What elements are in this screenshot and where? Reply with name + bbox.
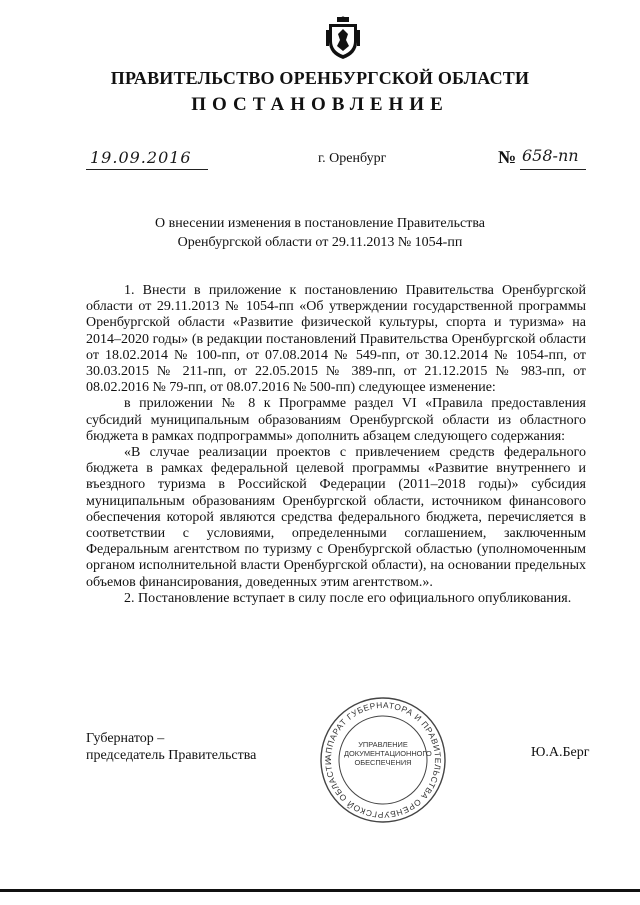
coat-of-arms-icon (326, 16, 360, 60)
body-paragraph: 1. Внести в приложение к постановлению Правительства Оренбургской области от 29.11.2013 № 1054-пп «Об утверждении государственной программы Оренбургской области «Развитие физической культуры, спорта и туризма» на 2014–2020 годы» (в редакции постановлений Правительства Оренбургской области от 18.02.2014 № 100-пп, от 07.08.2014 № 549-пп, от 30.12.2014 № 1054-пп, от 30.03.2015 № 211-пп, от 22.05.2015 № 389-пп, от 21.12.2015 № 983-пп, от 08.02.2016 № 79-пп, от 08.07.2016 № 500-пп) следующее изменение: (86, 283, 586, 396)
body-paragraph: 2. Постановление вступает в силу после его официального опубликования. (124, 590, 572, 606)
bottom-border-rule (0, 889, 640, 892)
body-paragraph: «В случае реализации проектов с привлечением средств федерального бюджета в рамках федеральной целевой программы «Развитие внутреннего и въездного туризма в Российской Федерации (2011–2018 годы)» субсидия муниципальным образованиям Оренбургской области, источником финансового обеспечения которой являются средства федерального бюджета, перечисляется в соответствии с условиями, определенными соглашением, заключенным Федеральным агентством по туризму с Оренбургской областью (уполномоченным органом исполнительной власти Оренбургской области), на основании предельных объемов финансирования, доведенных этим агентством.». (86, 445, 586, 590)
number-label: № (498, 147, 517, 167)
stamp-line-1: УПРАВЛЕНИЕ (358, 740, 408, 749)
document-subject (110, 214, 530, 252)
signatory-title (86, 730, 256, 764)
stamp-center-text (344, 740, 432, 767)
document-date: 19.09.2016 (90, 148, 192, 167)
stamp-ring-text: АППАРАТ ГУБЕРНАТОРА И ПРАВИТЕЛЬСТВА ОРЕНБУРГСКОЙ ОБЛАСТИ (322, 699, 444, 821)
stamp-line-2: ДОКУМЕНТАЦИОННОГО (344, 749, 432, 758)
signatory-title-line-1: Губернатор – (86, 731, 165, 746)
subject-line-1: О внесении изменения в постановление Правительства (155, 216, 485, 231)
document-number: 658-пп (522, 146, 579, 165)
signatory-title-line-2: председатель Правительства (86, 748, 257, 763)
doc-type-title: ПОСТАНОВЛЕНИЕ (191, 94, 449, 115)
stamp-line-3: ОБЕСПЕЧЕНИЯ (354, 758, 412, 767)
subject-line-2: Оренбургской области от 29.11.2013 № 1054-пп (177, 235, 463, 250)
city: г. Оренбург (318, 151, 387, 166)
body-paragraph: в приложении № 8 к Программе раздел VI «Правила предоставления субсидий муниципальным образованиям Оренбургской области из областного бюджета в рамках подпрограммы» дополнить абзацем следующего содержания: (86, 396, 586, 444)
org-title: ПРАВИТЕЛЬСТВО ОРЕНБУРГСКОЙ ОБЛАСТИ (110, 68, 530, 88)
document-body (86, 283, 586, 607)
signatory-name: Ю.А.Берг (531, 745, 590, 760)
